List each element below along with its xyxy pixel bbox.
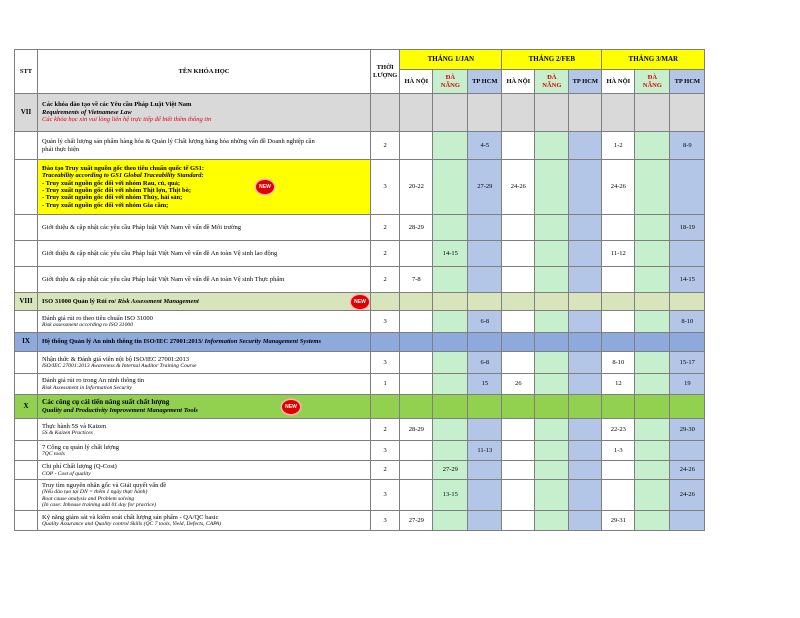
section-title-cell [38,395,371,419]
schedule-date-cell [569,241,602,267]
header-course-name: TÊN KHÓA HỌC [38,50,371,94]
schedule-date-cell [602,267,635,293]
schedule-date-cell [433,441,468,461]
schedule-date-cell [400,241,433,267]
schedule-date-cell: 11-13 [468,441,502,461]
schedule-date-cell [468,215,502,241]
schedule-date-cell [502,241,535,267]
schedule-date-cell [635,132,670,160]
schedule-date-cell [400,352,433,374]
schedule-date-cell: 12 [602,374,635,395]
duration: 3 [371,352,400,374]
schedule-date-cell [502,511,535,531]
schedule-date-cell: 4-5 [468,132,502,160]
header-city-hcm: TP HCM [569,70,602,94]
new-badge-icon: NEW [282,400,300,414]
schedule-date-cell [535,374,569,395]
schedule-date-cell [400,132,433,160]
section-title: Các công cụ cải tiến năng suất chất lượng [42,398,170,407]
table-row [15,215,705,241]
schedule-date-cell [670,160,705,215]
section-stt: X [15,395,38,419]
schedule-date-cell [433,511,468,531]
schedule-date-cell: 15 [468,374,502,395]
schedule-date-cell: 19 [670,374,705,395]
section-stt: IX [15,333,38,352]
schedule-date-cell: 27-29 [400,511,433,531]
course-name: Truy tìm nguyên nhân gốc và Giải quyết vấn đề (Nếu đào tạo tại DN = thêm 1 ngày thực hành) Root cause analysis and Problem solving (In case: Inhouse training add 01 day for practice) [38,480,371,511]
schedule-date-cell [569,352,602,374]
schedule-date-cell [569,215,602,241]
schedule-date-cell: 28-29 [400,419,433,441]
schedule-date-cell [502,480,535,511]
duration: 3 [371,511,400,531]
header-city-hanoi: HÀ NỘI [400,70,433,94]
course-name: 7 Công cụ quản lý chất lượng 7QC tools [38,441,371,461]
schedule-date-cell [535,419,569,441]
schedule-date-cell: 24-26 [670,461,705,480]
schedule-date-cell [400,441,433,461]
schedule-date-cell [535,511,569,531]
header-month-feb: THÁNG 2/FEB [502,50,602,70]
schedule-date-cell [635,160,670,215]
table-row [15,441,705,461]
schedule-date-cell [400,311,433,333]
schedule-date-cell [502,215,535,241]
section-subtitle: Quality and Productivity Improvement Management Tools [42,406,198,414]
schedule-date-cell [569,311,602,333]
schedule-date-cell [635,241,670,267]
schedule-date-cell [433,311,468,333]
schedule-date-cell [670,511,705,531]
duration: 2 [371,419,400,441]
duration: 3 [371,311,400,333]
schedule-date-cell [569,419,602,441]
section-row-viii [15,293,705,311]
section-title-cell [38,94,371,132]
schedule-date-cell [602,215,635,241]
schedule-date-cell [400,374,433,395]
schedule-date-cell [569,267,602,293]
schedule-date-cell [635,215,670,241]
schedule-date-cell: 18-19 [670,215,705,241]
schedule-date-cell: 13-15 [433,480,468,511]
course-name: Thực hành 5S và Kaizen 5S & Kaizen Practices [38,419,371,441]
schedule-date-cell: 1-2 [602,132,635,160]
schedule-date-cell [535,160,569,215]
schedule-date-cell: 24-26 [602,160,635,215]
schedule-date-cell [535,480,569,511]
schedule-date-cell: 8-10 [670,311,705,333]
schedule-date-cell [670,241,705,267]
new-badge-icon: NEW [351,295,369,309]
schedule-date-cell [569,132,602,160]
schedule-date-cell [535,311,569,333]
section-title: Các khóa đào tạo về các Yêu cầu Pháp Luật Việt Nam [42,101,192,109]
table-row [15,461,705,480]
schedule-date-cell [502,461,535,480]
schedule-date-cell: 29-31 [602,511,635,531]
schedule-date-cell: 6-8 [468,352,502,374]
schedule-date-cell [635,511,670,531]
section-title: ISO 31000 Quản lý Rủi ro/ [42,297,118,305]
schedule-date-cell [502,132,535,160]
table-row [15,132,705,160]
section-note: Các khóa học xin vui lòng liên hệ trực tiếp để biết thêm thông tin [42,116,212,124]
course-name: Đánh giá rủi ro theo tiêu chuẩn ISO 31000 Risk assessment according to ISO 31000 [38,311,371,333]
schedule-date-cell: 7-8 [400,267,433,293]
schedule-date-cell [635,461,670,480]
schedule-date-cell [535,441,569,461]
schedule-date-cell [535,215,569,241]
section-row-vii [15,94,705,132]
schedule-date-cell [535,132,569,160]
section-row-ix [15,333,705,352]
schedule-date-cell: 8-9 [670,132,705,160]
duration: 3 [371,480,400,511]
header-city-danang: ĐÀ NẴNG [433,70,468,94]
course-name: Đào tạo Truy xuất nguồn gốc theo tiêu chuẩn quốc tế GS1: Traceability according to GS1 Global Traceability Standard: - Truy xuất nguồn gốc đối với nhóm Rau, củ, quả; - Truy xuất nguồn gốc đối với nhóm Thịt lợn, Thịt bò; - Truy xuất nguồn gốc đối với nhóm Thủy, hải sản; - Truy xuất nguồn gốc đối với nhóm Gia cầm; NEW [38,160,371,215]
schedule-date-cell [502,352,535,374]
schedule-date-cell: 8-10 [602,352,635,374]
schedule-date-cell [400,480,433,511]
schedule-date-cell: 20-22 [400,160,433,215]
header-city-hanoi: HÀ NỘI [602,70,635,94]
course-name: Nhận thức & Đánh giá viên nội bộ ISO/IEC 27001:2013 ISO/IEC 27001:2013 Awareness & Internal Auditor Training Course [38,352,371,374]
course-name: Giới thiệu & cập nhật các yêu cầu Pháp luật Việt Nam về vấn đề An toàn Vệ sinh Thực phẩm [38,267,371,293]
duration: 1 [371,374,400,395]
course-name: Chi phí Chất lượng (Q-Cost) COP - Cost of quality [38,461,371,480]
schedule-date-cell [502,267,535,293]
course-name: Giới thiệu & cập nhật các yêu cầu Pháp luật Việt Nam về vấn đề An toàn Vệ sinh lao động [38,241,371,267]
schedule-date-cell: 11-12 [602,241,635,267]
header-city-danang: ĐÀ NẴNG [535,70,569,94]
schedule-date-cell: 24-26 [502,160,535,215]
duration: 2 [371,132,400,160]
schedule-date-cell: 26 [502,374,535,395]
duration: 3 [371,160,400,215]
section-title-cell [38,333,371,352]
schedule-date-cell: 27-29 [468,160,502,215]
course-name: Giới thiệu & cập nhật các yêu cầu Pháp luật Việt Nam về vấn đề Môi trường [38,215,371,241]
header-duration: THỜI LƯỢNG [371,50,400,94]
header-city-hcm: TP HCM [670,70,705,94]
schedule-date-cell [535,241,569,267]
schedule-date-cell [635,352,670,374]
schedule-date-cell [433,215,468,241]
schedule-date-cell [433,352,468,374]
schedule-date-cell [468,480,502,511]
schedule-date-cell [635,441,670,461]
schedule-date-cell: 14-15 [670,267,705,293]
schedule-date-cell [569,480,602,511]
table-row [15,311,705,333]
course-name: Quản lý chất lượng sản phẩm hàng hóa & Quản lý Chất lượng hàng hóa những vấn đề Doanh nghiệp cần phải thực hiện [38,132,371,160]
schedule-date-cell [569,461,602,480]
section-title: Hệ thống Quản lý An ninh thông tin ISO/IEC 27001:2013/ [42,338,205,346]
schedule-date-cell [635,480,670,511]
schedule-date-cell [535,461,569,480]
schedule-date-cell [400,461,433,480]
schedule-date-cell [433,160,468,215]
schedule-date-cell [468,241,502,267]
header-city-hanoi: HÀ NỘI [502,70,535,94]
schedule-date-cell [535,352,569,374]
section-row-x [15,395,705,419]
schedule-date-cell [569,511,602,531]
table-row [15,419,705,441]
duration: 2 [371,267,400,293]
schedule-date-cell [569,441,602,461]
schedule-date-cell [602,461,635,480]
schedule-date-cell [502,441,535,461]
schedule-date-cell: 27-29 [433,461,468,480]
duration: 3 [371,441,400,461]
schedule-date-cell [433,267,468,293]
schedule-date-cell [569,160,602,215]
schedule-date-cell [502,419,535,441]
table-row [15,241,705,267]
schedule-date-cell: 28-29 [400,215,433,241]
header-month-mar: THÁNG 3/MAR [602,50,705,70]
schedule-date-cell: 14-15 [433,241,468,267]
schedule-date-cell [602,311,635,333]
duration: 2 [371,241,400,267]
header-city-danang: ĐÀ NẴNG [635,70,670,94]
schedule-date-cell [433,132,468,160]
table-row [15,480,705,511]
schedule-date-cell: 24-26 [670,480,705,511]
schedule-date-cell: 29-30 [670,419,705,441]
schedule-date-cell: 6-8 [468,311,502,333]
schedule-date-cell [468,419,502,441]
section-title-en: Information Security Management Systems [204,338,322,346]
schedule-date-cell [635,311,670,333]
table-row [15,267,705,293]
section-title-cell [38,293,371,311]
section-subtitle: Requirements of Vietnamese Law [42,108,132,116]
new-badge-icon: NEW [256,180,274,194]
header-city-hcm: TP HCM [468,70,502,94]
header-month-jan: THÁNG 1/JAN [400,50,502,70]
schedule-date-cell: 1-3 [602,441,635,461]
duration: 2 [371,215,400,241]
schedule-date-cell: 15-17 [670,352,705,374]
training-schedule-table [14,49,705,531]
table-row [15,511,705,531]
course-name: Kỹ năng giám sát và kiểm soát chất lượng sản phẩm - QA/QC basic Quality Assurance and Quality control Skills (QC 7 tools, Yield, Defects, CAPA) [38,511,371,531]
section-stt: VII [15,94,38,132]
schedule-date-cell [468,461,502,480]
schedule-date-cell: 22-23 [602,419,635,441]
table-row [15,352,705,374]
course-name: Đánh giá rủi ro trong An ninh thông tin Risk Assessment in Information Security [38,374,371,395]
schedule-date-cell [602,480,635,511]
schedule-date-cell [670,441,705,461]
section-title-en: Risk Assessment Management [117,297,199,305]
header-stt: STT [15,50,38,94]
schedule-date-cell [468,511,502,531]
schedule-date-cell [433,374,468,395]
schedule-date-cell [635,374,670,395]
schedule-date-cell [635,419,670,441]
schedule-date-cell [569,374,602,395]
section-stt: VIII [15,293,38,311]
schedule-date-cell [535,267,569,293]
schedule-date-cell [635,267,670,293]
table-row [15,160,705,215]
duration: 2 [371,461,400,480]
schedule-date-cell [468,267,502,293]
schedule-date-cell [433,419,468,441]
table-row [15,374,705,395]
schedule-date-cell [502,311,535,333]
